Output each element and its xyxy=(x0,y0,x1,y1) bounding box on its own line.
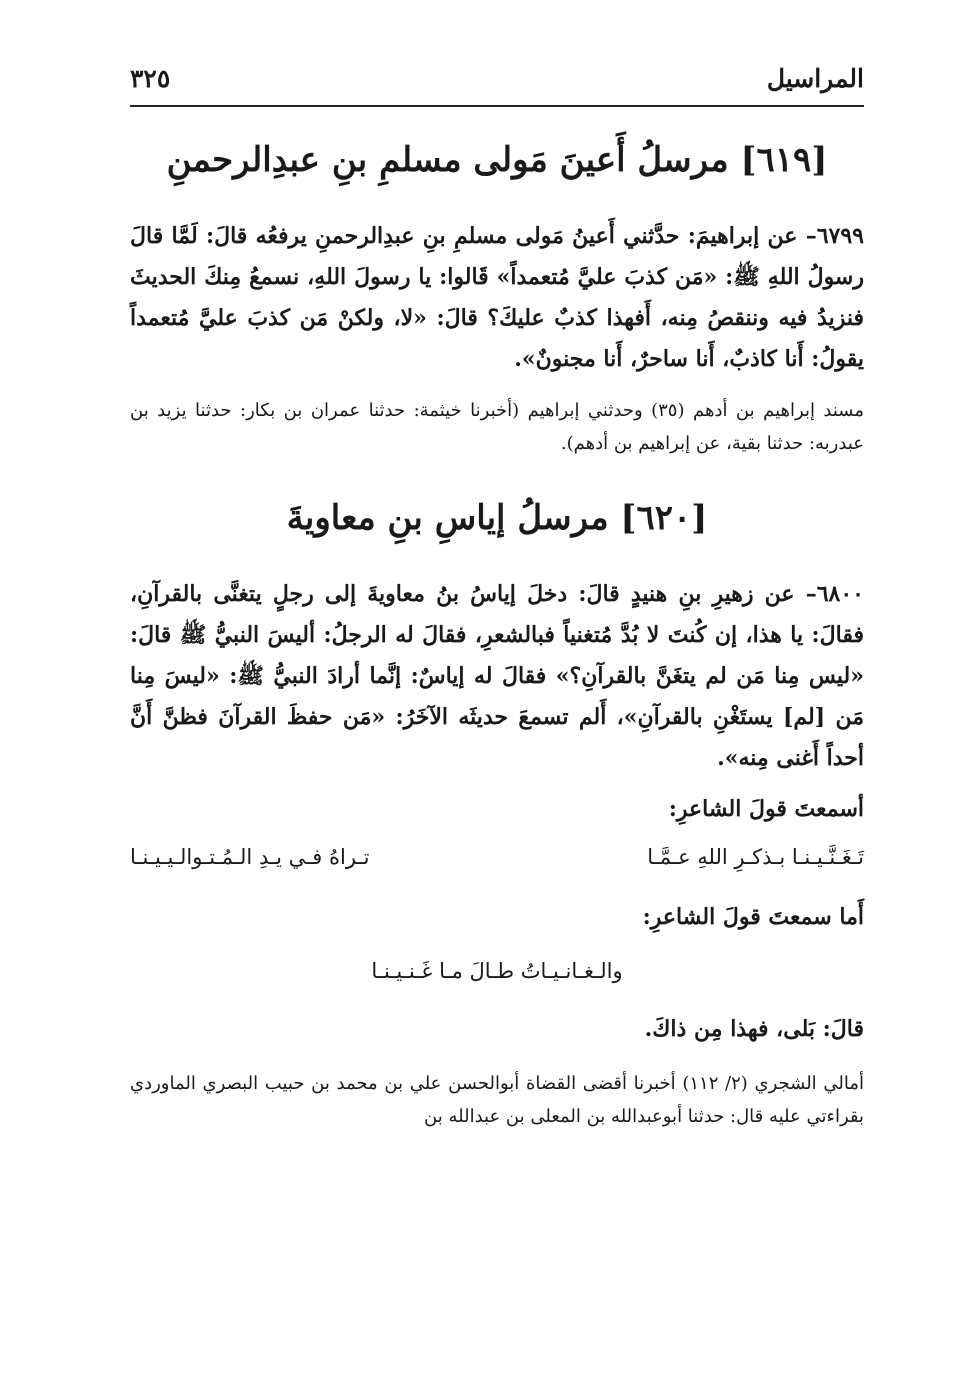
source-citation-620: أمالي الشجري (٢/ ١١٢) أخبرنا أقضى القضاة أبوالحسن علي بن محمد بن حبيب البصري الماوردي بقراءتي عليه قال: حدثنا أبوعبدالله بن المعلى بن عبدالله بن xyxy=(130,1073,864,1127)
poem-verse-1 xyxy=(130,837,864,887)
poem-intro-1: أسمعتَ قولَ الشاعرِ: xyxy=(668,796,864,822)
section-title-619: [٦١٩] مرسلُ أَعينَ مَولى مسلمِ بنِ عبدِالرحمنِ xyxy=(166,140,828,180)
concluding-line: قالَ: بَلى، فهذا مِن ذاكَ. xyxy=(644,1016,864,1042)
page-number: ٣٢٥ xyxy=(130,64,171,93)
section-title-620: [٦٢٠] مرسلُ إياسِ بنِ معاويةَ xyxy=(286,498,708,538)
hadith-6800: ٦٨٠٠– عن زهيرِ بنِ هنيدٍ قالَ: دخلَ إياسُ بنُ معاويةَ إلى رجلٍ يتغنَّى بالقرآنِ، فقالَ: يا هذا، إن كُنتَ لا بُدَّ مُتغنياً فبالشعرِ، فقالَ له الرجلُ: أليسَ النبيُّ ﷺ قالَ: «ليس مِنا مَن لم يتغَنَّ بالقرآنِ؟» فقالَ له إياسٌ: إنَّما أرادَ النبيُّ ﷺ: «ليسَ مِنا مَن [لم] يستَغْنِ بالقرآنِ»، أَلم تسمعَ حديثَه الآخَرُ: «مَن حفظَ القرآنَ فظنَّ أَنَّ أحداً أَغنى مِنه». xyxy=(130,581,864,771)
running-header xyxy=(130,64,864,104)
verse-1-first-hemistich: تَـغَـنَّـيـنـا بـذكـرِ اللهِ عـمَّـا xyxy=(647,845,864,869)
source-citation-619: مسند إبراهيم بن أدهم (٣٥) وحدثني إبراهيم (أخبرنا خيثمة: حدثنا عمران بن بكار: حدثنا يزيد بن عبدربه: حدثنا بقية، عن إبراهيم بن أدهم). xyxy=(130,400,864,454)
running-title: المراسيل xyxy=(766,64,864,93)
poem-intro-2: أَما سمعتَ قولَ الشاعرِ: xyxy=(642,904,864,930)
hadith-6799: ٦٧٩٩– عن إبراهيمَ: حدَّثني أَعينُ مَولى مسلمِ بنِ عبدِالرحمنِ يرفعُه قالَ: لَمَّا قالَ رسولُ اللهِ ﷺ: «مَن كذبَ عليَّ مُتعمداً» قَالوا: يا رسولَ اللهِ، نسمعُ مِنكَ الحديثَ فنزيدُ فيه وننقصُ مِنه، أَفهذا كذبٌ عليكَ؟ قالَ: «لا، ولكنْ مَن كذبَ عليَّ مُتعمداً يقولُ: أَنا كاذبٌ، أَنا ساحرٌ، أَنا مجنونٌ». xyxy=(130,223,864,372)
header-rule xyxy=(130,105,864,107)
poem-verse-2: والـغـانـيـاتُ طـالَ مـا غَـنـيـنـا xyxy=(371,959,623,983)
page-body xyxy=(130,130,864,1151)
verse-1-second-hemistich: تـراهُ فـي يـدِ الـمُـتـوالـيـيـنـا xyxy=(130,845,370,869)
